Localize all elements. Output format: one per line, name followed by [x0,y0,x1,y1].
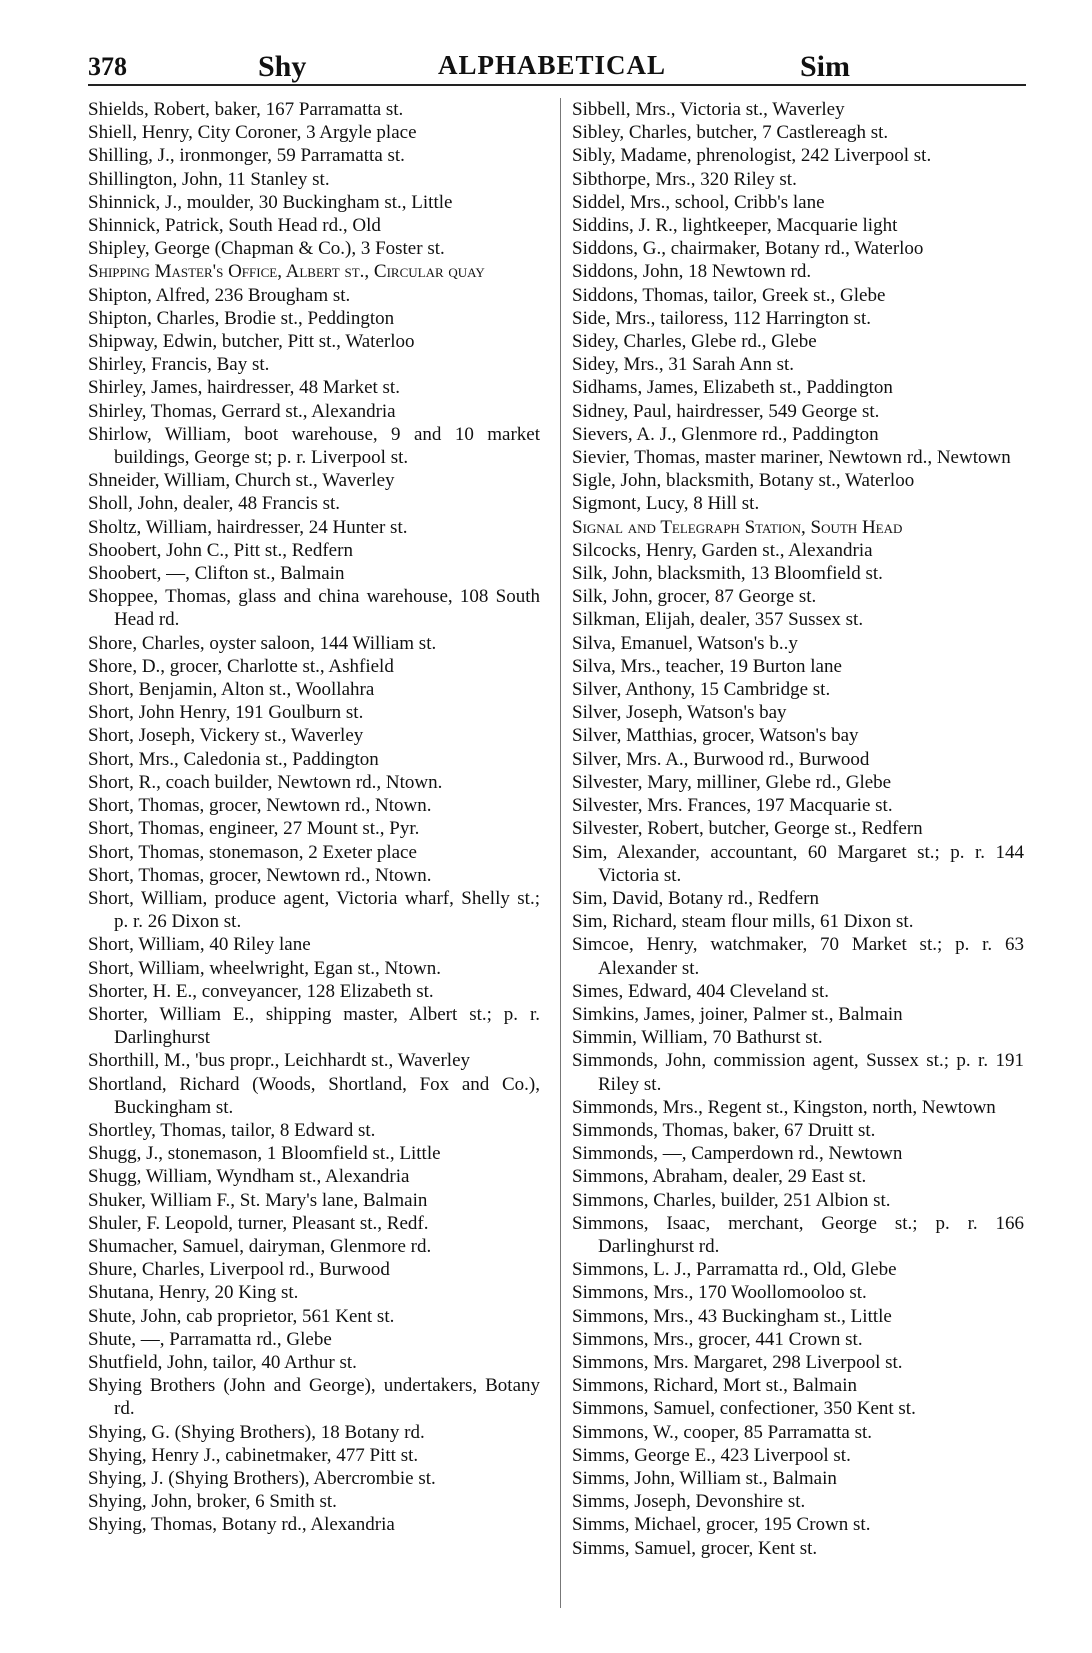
directory-entry: Shortley, Thomas, tailor, 8 Edward st. [88,1119,376,1141]
directory-entry: Short, William, 40 Riley lane [88,934,311,956]
page-title: ALPHABETICAL [438,50,667,80]
column-divider [560,98,561,1608]
directory-entry: Simms, Michael, grocer, 195 Crown st. [572,1514,871,1536]
directory-entry: Shute, —, Parramatta rd., Glebe [88,1328,332,1350]
directory-entry: Shirley, James, hairdresser, 48 Market st. [88,377,400,399]
directory-entry: Siddons, John, 18 Newtown rd. [572,261,812,283]
directory-entry: Simmons, Charles, builder, 251 Albion st. [572,1189,891,1211]
directory-entry: Simmons, Mrs., 170 Woollomooloo st. [572,1282,867,1304]
directory-entry: Shore, Charles, oyster saloon, 144 William st. [88,632,437,654]
directory-entry: Short, William, wheelwright, Egan st., Ntown. [88,957,441,979]
directory-entry: Silvester, Robert, butcher, George st., Redfern [572,818,923,840]
directory-entry: Simmons, W., cooper, 85 Parramatta st. [572,1421,873,1443]
directory-entry: Sibley, Charles, butcher, 7 Castlereagh st. [572,122,889,144]
directory-entry: Shying, G. (Shying Brothers), 18 Botany rd. [88,1421,425,1443]
directory-entry: Shiell, Henry, City Coroner, 3 Argyle place [88,122,417,144]
directory-entry: Silk, John, grocer, 87 George st. [572,586,817,608]
directory-entry: Shying Brothers (John and George), undertakers, Botany rd. [88,1375,540,1420]
directory-entry: Sievers, A. J., Glenmore rd., Paddington [572,423,879,445]
directory-entry: Sim, Richard, steam flour mills, 61 Dixon st. [572,911,914,933]
page-header [88,44,1026,86]
directory-entry: Shute, John, cab proprietor, 561 Kent st. [88,1305,395,1327]
directory-entry: Side, Mrs., tailoress, 112 Harrington st. [572,307,872,329]
directory-entry: Sigle, John, blacksmith, Botany st., Waterloo [572,470,915,492]
directory-entry: Shirley, Francis, Bay st. [88,354,270,376]
directory-entry: Short, John Henry, 191 Goulburn st. [88,702,364,724]
directory-entry: Shoppee, Thomas, glass and china warehouse, 108 South Head rd. [88,586,540,631]
directory-entry: Shipton, Alfred, 236 Brougham st. [88,284,351,306]
directory-entry: Shore, D., grocer, Charlotte st., Ashfield [88,655,394,677]
directory-entry: Siddons, G., chairmaker, Botany rd., Waterloo [572,238,924,260]
directory-entry: Simmons, Samuel, confectioner, 350 Kent st. [572,1398,916,1420]
directory-entry: Shinnick, Patrick, South Head rd., Old [88,215,381,237]
directory-entry: Simms, John, William st., Balmain [572,1467,837,1489]
directory-entry: Simmonds, Mrs., Regent st., Kingston, north, Newtown [572,1096,996,1118]
directory-entry: Silvester, Mary, milliner, Glebe rd., Glebe [572,771,892,793]
directory-entry: Sim, David, Botany rd., Redfern [572,887,819,909]
directory-entry: Shorter, William E., shipping master, Albert st.; p. r. Darlinghurst [88,1003,540,1049]
directory-entry: Siddons, Thomas, tailor, Greek st., Glebe [572,284,886,306]
directory-entry: Simms, Joseph, Devonshire st. [572,1491,806,1513]
directory-entry: Silvester, Mrs. Frances, 197 Macquarie st. [572,795,893,817]
directory-entry: Silver, Matthias, grocer, Watson's bay [572,725,859,747]
directory-entry: Shumacher, Samuel, dairyman, Glenmore rd. [88,1235,432,1257]
directory-entry: Short, Thomas, grocer, Newtown rd., Ntown. [88,795,432,817]
directory-entry: Shipping Master's Office, Albert st., Circular quay [88,261,485,283]
page-number: 378 [88,52,127,81]
directory-entry: Sibbell, Mrs., Victoria st., Waverley [572,99,845,120]
directory-entry: Shutfield, John, tailor, 40 Arthur st. [88,1351,357,1373]
directory-entry: Sibly, Madame, phrenologist, 242 Liverpool st. [572,145,932,167]
right-guide-word: Sim [800,50,851,83]
directory-entry: Short, Thomas, stonemason, 2 Exeter place [88,841,417,863]
directory-entry: Shying, Henry J., cabinetmaker, 477 Pitt st. [88,1444,419,1466]
directory-entry: Shying, J. (Shying Brothers), Abercrombie st. [88,1467,436,1489]
directory-entry: Simms, George E., 423 Liverpool st. [572,1444,851,1466]
directory-entry: Silver, Mrs. A., Burwood rd., Burwood [572,748,870,770]
directory-entry: Shying, Thomas, Botany rd., Alexandria [88,1514,395,1536]
directory-entry: Silkman, Elijah, dealer, 357 Sussex st. [572,609,864,631]
directory-entry: Shilling, J., ironmonger, 59 Parramatta st. [88,145,405,167]
directory-entry: Shortland, Richard (Woods, Shortland, Fox and Co.), Buckingham st. [88,1073,540,1118]
directory-entry: Simkins, James, joiner, Palmer st., Balmain [572,1003,903,1025]
directory-entry: Sidey, Mrs., 31 Sarah Ann st. [572,354,795,376]
right-column [572,98,1024,1638]
directory-entry: Shipley, George (Chapman & Co.), 3 Foster st. [88,238,445,260]
directory-entry: Shuker, William F., St. Mary's lane, Balmain [88,1189,428,1211]
directory-entry: Simmin, William, 70 Bathurst st. [572,1027,823,1049]
directory-entry: Sievier, Thomas, master mariner, Newtown rd., Newtown [572,447,1011,469]
directory-entry: Simcoe, Henry, watchmaker, 70 Market st.; p. r. 63 Alexander st. [572,934,1024,979]
directory-entry: Siddel, Mrs., school, Cribb's lane [572,191,825,213]
directory-entry: Short, Joseph, Vickery st., Waverley [88,725,364,747]
directory-entry: Shipton, Charles, Brodie st., Peddington [88,307,395,329]
directory-entry: Simmons, Mrs. Margaret, 298 Liverpool st. [572,1351,903,1373]
directory-entry: Shoobert, —, Clifton st., Balmain [88,563,345,585]
directory-entry: Simes, Edward, 404 Cleveland st. [572,980,829,1002]
directory-entry: Shorthill, M., 'bus propr., Leichhardt st., Waverley [88,1050,471,1072]
directory-entry: Short, William, produce agent, Victoria wharf, Shelly st.; p. r. 26 Dixon st. [88,887,540,933]
directory-entry: Simmons, Mrs., grocer, 441 Crown st. [572,1328,863,1350]
directory-entry: Short, R., coach builder, Newtown rd., Ntown. [88,771,443,793]
directory-entry: Short, Benjamin, Alton st., Woollahra [88,679,375,701]
directory-entry: Signal and Telegraph Station, South Head [572,516,903,538]
directory-entry: Sim, Alexander, accountant, 60 Margaret st.; p. r. 144 Victoria st. [572,841,1024,886]
directory-entry: Sidey, Charles, Glebe rd., Glebe [572,331,817,353]
directory-entry: Silcocks, Henry, Garden st., Alexandria [572,539,873,561]
directory-entry: Silva, Emanuel, Watson's b..y [572,632,798,654]
directory-entry: Simmonds, John, commission agent, Sussex st.; p. r. 191 Riley st. [572,1050,1024,1095]
directory-entry: Silk, John, blacksmith, 13 Bloomfield st. [572,563,883,585]
directory-entry: Short, Thomas, grocer, Newtown rd., Ntown. [88,864,432,886]
directory-entry: Silva, Mrs., teacher, 19 Burton lane [572,655,842,677]
directory-entry: Shirlow, William, boot warehouse, 9 and 10 market buildings, George st; p. r. Liverpool st. [88,423,540,469]
directory-entry: Shure, Charles, Liverpool rd., Burwood [88,1259,390,1281]
directory-entry: Short, Mrs., Caledonia st., Paddington [88,748,379,770]
directory-entry: Shoobert, John C., Pitt st., Redfern [88,539,353,561]
directory-entry: Shorter, H. E., conveyancer, 128 Elizabeth st. [88,980,434,1002]
directory-entry: Simmonds, —, Camperdown rd., Newtown [572,1143,903,1165]
directory-entry: Shneider, William, Church st., Waverley [88,470,395,492]
directory-entry: Silver, Joseph, Watson's bay [572,702,787,724]
directory-entry: Simms, Samuel, grocer, Kent st. [572,1537,818,1559]
directory-entry: Shugg, J., stonemason, 1 Bloomfield st., Little [88,1143,441,1165]
directory-entry: Shirley, Thomas, Gerrard st., Alexandria [88,400,396,422]
directory-entry: Sibthorpe, Mrs., 320 Riley st. [572,168,797,190]
directory-entry: Simmons, Isaac, merchant, George st.; p. r. 166 Darlinghurst rd. [572,1212,1024,1257]
directory-entry: Silver, Anthony, 15 Cambridge st. [572,679,831,701]
directory-entry: Sidhams, James, Elizabeth st., Paddington [572,377,893,399]
directory-entry: Short, Thomas, engineer, 27 Mount st., Pyr. [88,818,420,840]
directory-entry: Shugg, William, Wyndham st., Alexandria [88,1166,410,1188]
left-column [88,98,540,1638]
directory-entry: Sholl, John, dealer, 48 Francis st. [88,493,341,515]
directory-entry: Simmons, Mrs., 43 Buckingham st., Little [572,1305,892,1327]
directory-entry: Shutana, Henry, 20 King st. [88,1282,299,1304]
directory-entry: Shying, John, broker, 6 Smith st. [88,1491,337,1513]
directory-entry: Shuler, F. Leopold, turner, Pleasant st., Redf. [88,1212,429,1234]
left-guide-word: Shy [258,50,307,83]
directory-entry: Shillington, John, 11 Stanley st. [88,168,330,190]
directory-entry: Shipway, Edwin, butcher, Pitt st., Waterloo [88,331,415,353]
directory-entry: Simmons, Richard, Mort st., Balmain [572,1375,857,1397]
directory-entry: Shields, Robert, baker, 167 Parramatta st. [88,99,404,120]
directory-entry: Sigmont, Lucy, 8 Hill st. [572,493,760,515]
directory-entry: Siddins, J. R., lightkeeper, Macquarie light [572,215,898,237]
directory-entry: Simmonds, Thomas, baker, 67 Druitt st. [572,1119,876,1141]
directory-entry: Shinnick, J., moulder, 30 Buckingham st., Little [88,191,453,213]
directory-entry: Simmons, L. J., Parramatta rd., Old, Glebe [572,1259,897,1281]
directory-entry: Sidney, Paul, hairdresser, 549 George st. [572,400,880,422]
directory-entry: Simmons, Abraham, dealer, 29 East st. [572,1166,867,1188]
directory-entry: Sholtz, William, hairdresser, 24 Hunter st. [88,516,408,538]
